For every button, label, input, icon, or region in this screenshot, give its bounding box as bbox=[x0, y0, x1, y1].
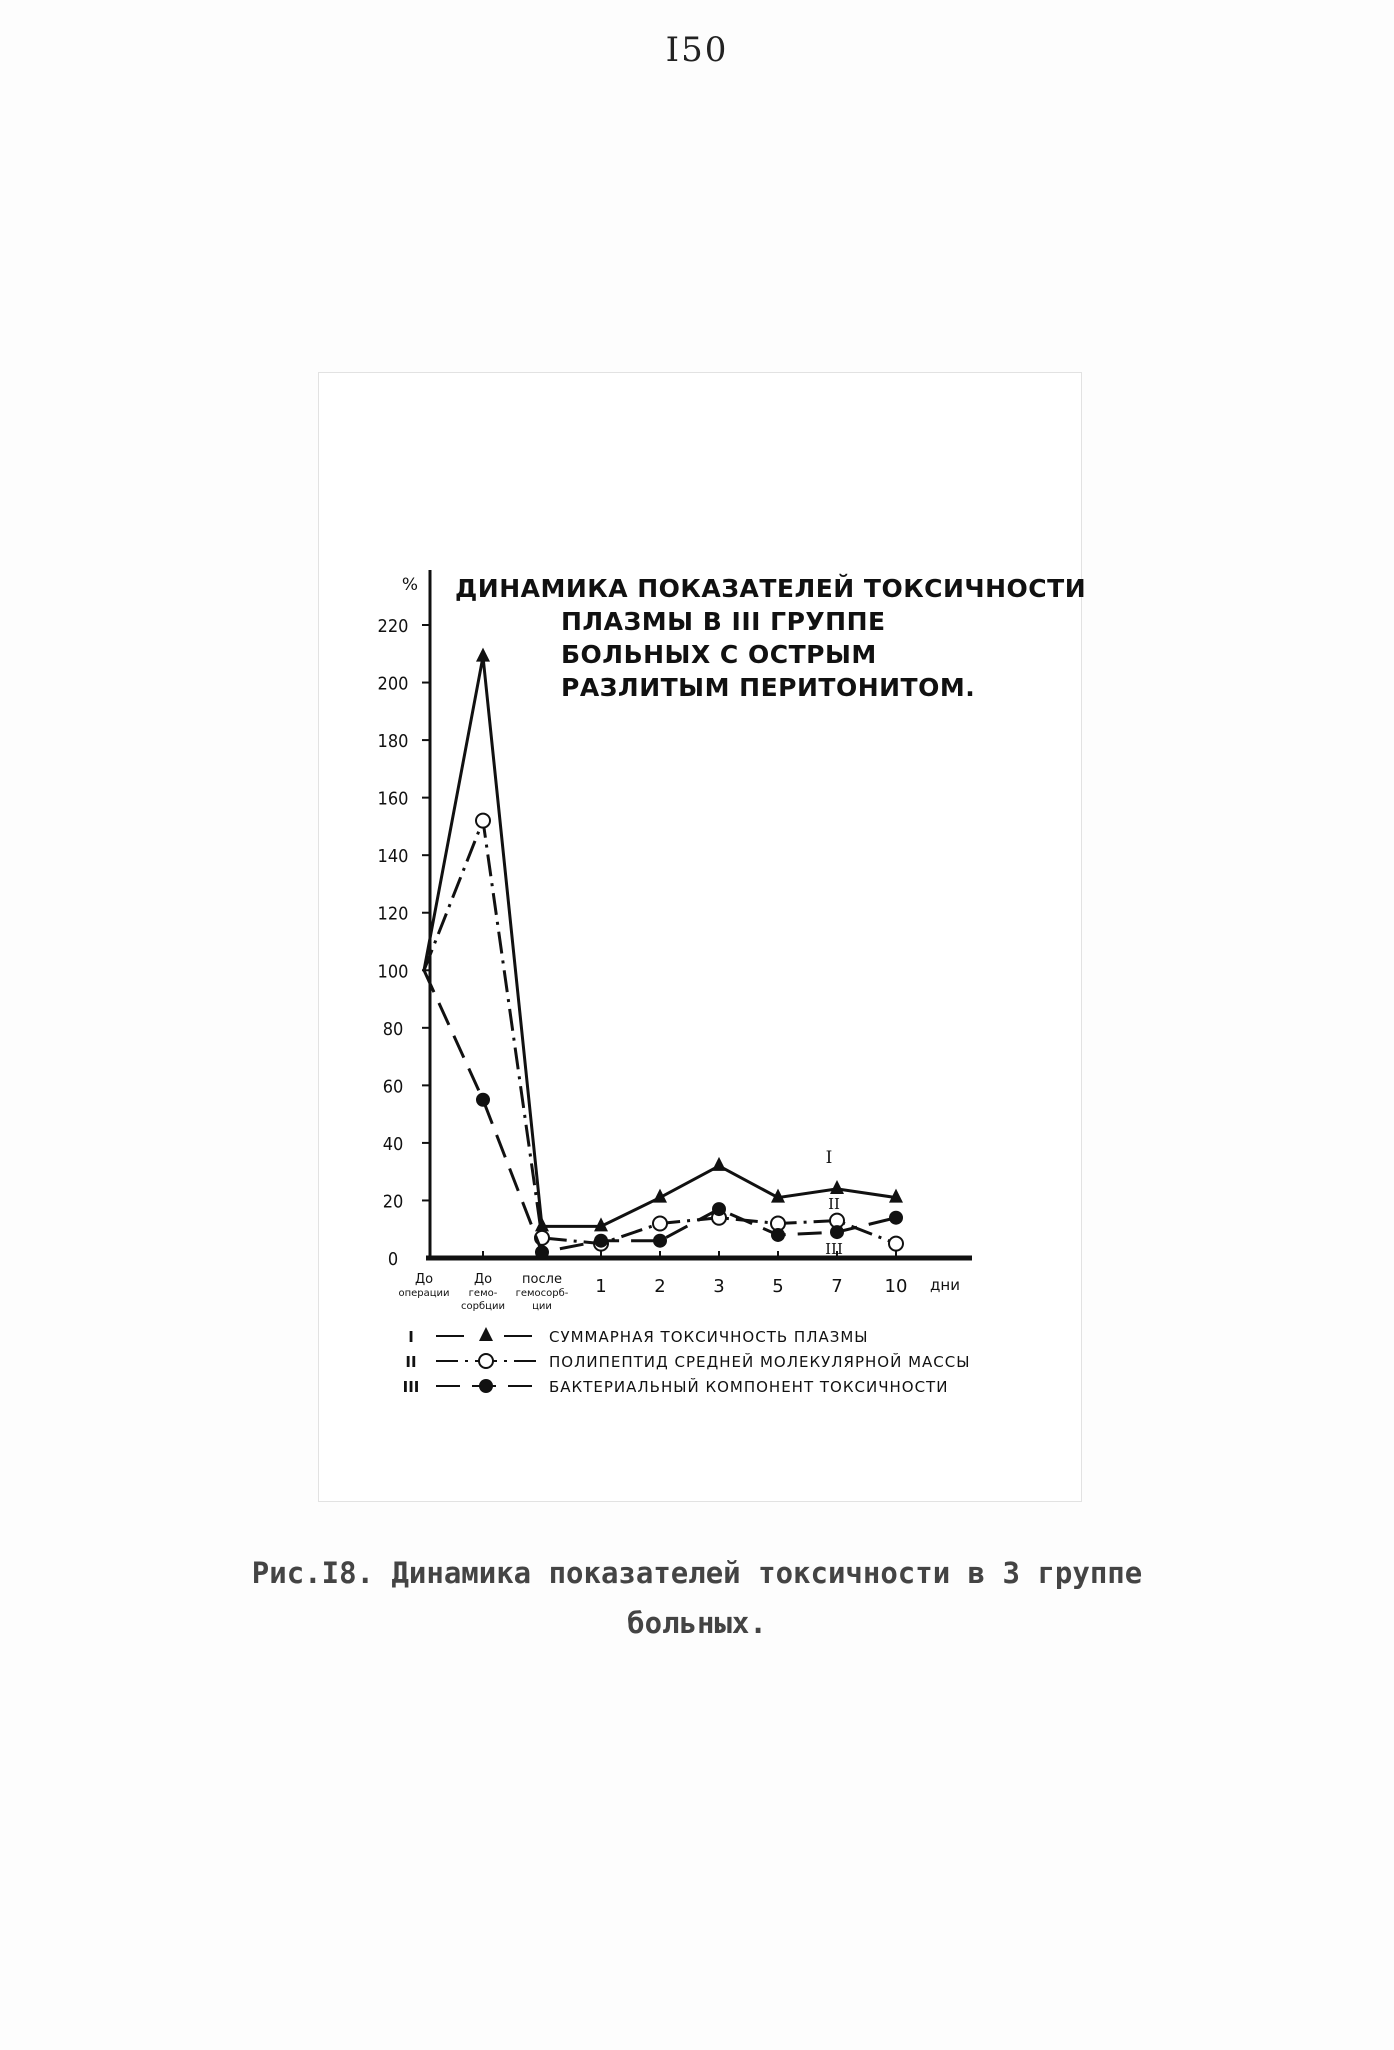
data-point-filled-circle bbox=[771, 1228, 785, 1242]
x-tick-label: сорбции bbox=[461, 1301, 505, 1312]
data-point-filled-circle bbox=[535, 1245, 549, 1259]
series-annotation: II bbox=[828, 1195, 840, 1213]
data-point-filled-circle bbox=[653, 1234, 667, 1248]
legend-marker bbox=[479, 1327, 493, 1341]
data-point-triangle bbox=[535, 1217, 549, 1231]
data-point-filled-circle bbox=[830, 1225, 844, 1239]
data-point-open-circle bbox=[476, 814, 490, 828]
y-tick-label: 80 bbox=[382, 1018, 404, 1040]
legend-roman: I bbox=[408, 1328, 414, 1346]
x-tick-label: гемо- bbox=[468, 1288, 498, 1299]
x-tick-label: До bbox=[473, 1272, 493, 1287]
legend-label: БАКТЕРИАЛЬНЫЙ КОМПОНЕНТ ТОКСИЧНОСТИ bbox=[549, 1378, 949, 1396]
x-axis-label: дни bbox=[930, 1276, 960, 1294]
y-tick-label: 180 bbox=[377, 731, 409, 753]
figure-caption bbox=[160, 1548, 1234, 1648]
y-tick-label: 140 bbox=[377, 846, 409, 868]
x-tick-label: 10 bbox=[884, 1276, 908, 1297]
y-tick-label: 120 bbox=[377, 903, 409, 925]
data-point-triangle bbox=[712, 1157, 726, 1171]
y-tick-label: 60 bbox=[382, 1076, 404, 1098]
y-tick-label: 40 bbox=[382, 1133, 404, 1155]
x-tick-label: 1 bbox=[595, 1276, 607, 1297]
caption-line: Рис.I8. Динамика показателей токсичности в 3 группе bbox=[251, 1556, 1143, 1590]
x-tick-label: 7 bbox=[831, 1276, 843, 1297]
y-tick-label: 0 bbox=[387, 1249, 399, 1270]
series-line bbox=[424, 821, 896, 1244]
data-point-open-circle bbox=[653, 1216, 667, 1230]
series-annotation: III bbox=[825, 1240, 843, 1258]
x-tick-label: гемосорб- bbox=[515, 1288, 569, 1299]
series-line bbox=[424, 657, 896, 1227]
x-tick-label: 3 bbox=[713, 1276, 725, 1297]
legend-label: СУММАРНАЯ ТОКСИЧНОСТЬ ПЛАЗМЫ bbox=[549, 1328, 869, 1346]
y-tick-label: 160 bbox=[377, 788, 409, 810]
data-point-filled-circle bbox=[712, 1202, 726, 1216]
chart-title-line: БОЛЬНЫХ С ОСТРЫМ bbox=[561, 640, 877, 669]
x-tick-label: ции bbox=[532, 1301, 552, 1312]
data-point-filled-circle bbox=[594, 1234, 608, 1248]
x-tick-label: операции bbox=[398, 1288, 450, 1299]
data-point-triangle bbox=[830, 1180, 844, 1194]
chart-title-line: ДИНАМИКА ПОКАЗАТЕЛЕЙ ТОКСИЧНОСТИ bbox=[455, 574, 1087, 603]
y-tick-label: 20 bbox=[382, 1191, 404, 1213]
x-tick-label: 2 bbox=[654, 1276, 666, 1297]
page-number: I50 bbox=[665, 30, 729, 70]
data-point-filled-circle bbox=[476, 1093, 490, 1107]
legend-label: ПОЛИПЕПТИД СРЕДНЕЙ МОЛЕКУЛЯРНОЙ МАССЫ bbox=[549, 1353, 971, 1371]
x-tick-label: после bbox=[522, 1272, 562, 1287]
x-tick-label: До bbox=[414, 1272, 434, 1287]
data-point-open-circle bbox=[889, 1237, 903, 1251]
legend-marker bbox=[479, 1379, 493, 1393]
y-tick-label: 220 bbox=[377, 616, 409, 637]
y-tick-label: 200 bbox=[377, 673, 409, 695]
y-tick-label: 100 bbox=[377, 961, 409, 983]
legend-marker bbox=[479, 1354, 493, 1368]
y-axis-label: % bbox=[401, 575, 419, 595]
legend-roman: III bbox=[402, 1378, 420, 1396]
chart-title-line: РАЗЛИТЫМ ПЕРИТОНИТОМ. bbox=[561, 673, 976, 702]
series-line bbox=[424, 970, 896, 1252]
chart-title-line: ПЛАЗМЫ В III ГРУППЕ bbox=[561, 607, 886, 636]
caption-line: больных. bbox=[627, 1606, 767, 1640]
chart-title bbox=[455, 572, 1087, 704]
series-annotation: I bbox=[825, 1148, 833, 1168]
x-tick-label: 5 bbox=[772, 1276, 784, 1297]
data-point-filled-circle bbox=[889, 1211, 903, 1225]
legend-roman: II bbox=[405, 1353, 417, 1371]
